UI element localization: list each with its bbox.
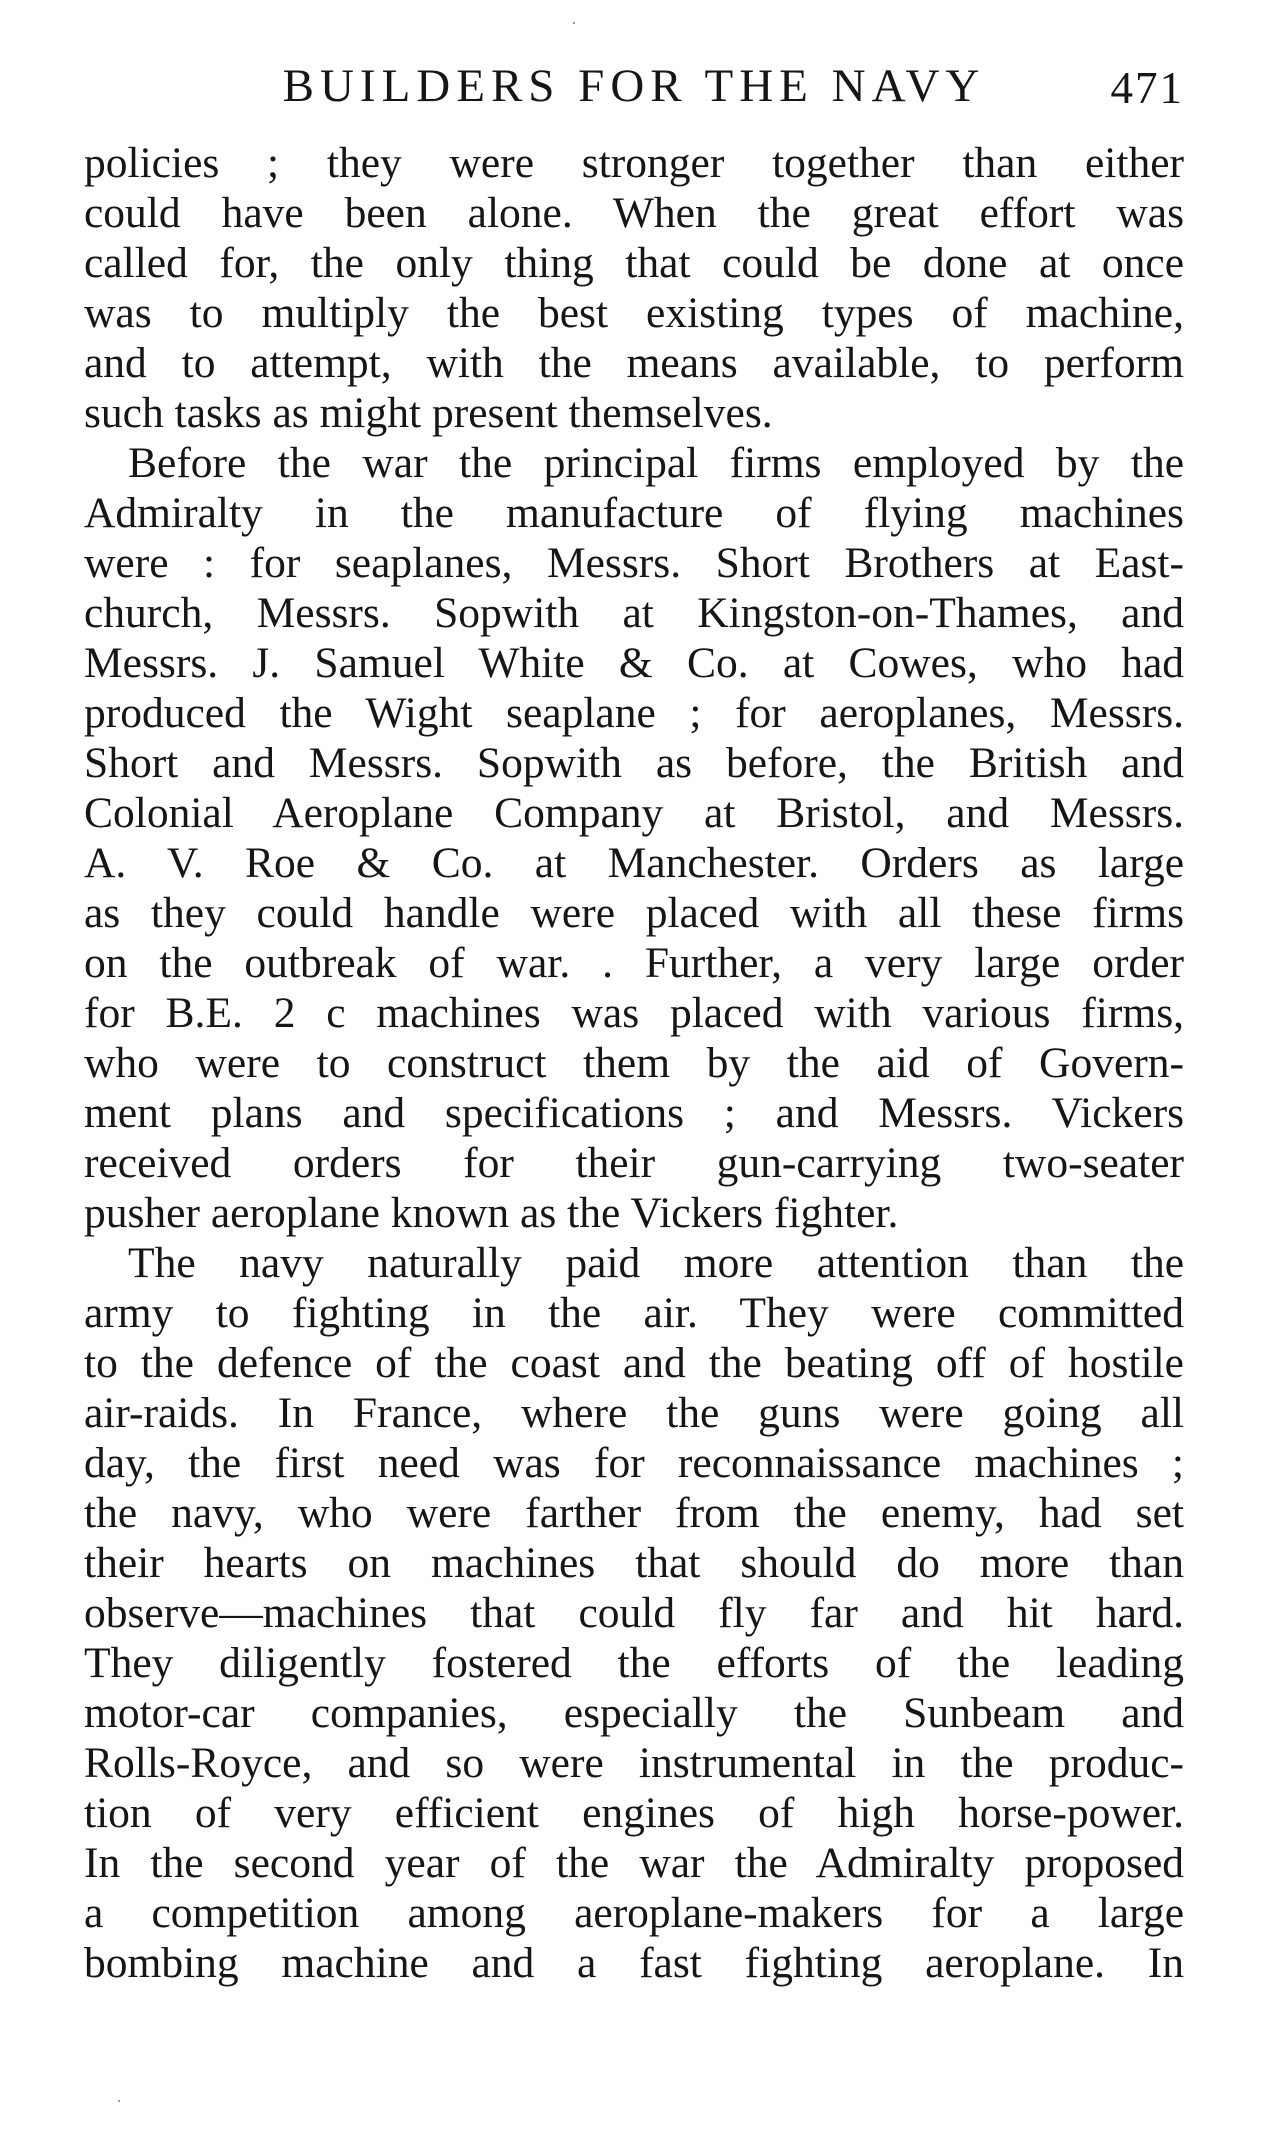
page-header [84,56,1184,116]
running-title: BUILDERS FOR THE NAVY [282,60,986,112]
paragraph-start-line: Before the war the principal firms employed by the [128,439,1184,487]
text-line: A. V. Roe & Co. at Manchester. Orders as large [84,839,1184,887]
page-number: 471 [1110,63,1184,113]
scan-speck [118,2100,120,2102]
text-line: Messrs. J. Samuel White & Co. at Cowes, who had [84,639,1184,687]
text-line: on the outbreak of war. . Further, a very large order [84,939,1184,987]
text-line: Rolls-Royce, and so were instrumental in the produc- [84,1739,1184,1787]
text-line: Admiralty in the manufacture of flying machines [84,489,1184,537]
text-line: church, Messrs. Sopwith at Kingston-on-Thames, and [84,589,1184,637]
text-line: their hearts on machines that should do more than [84,1539,1184,1587]
text-line: army to fighting in the air. They were committed [84,1289,1184,1337]
text-line: to the defence of the coast and the beating off of hostile [84,1339,1184,1387]
text-line: who were to construct them by the aid of Govern- [84,1039,1184,1087]
text-line: policies ; they were stronger together than either [84,139,1184,187]
text-line: produced the Wight seaplane ; for aeroplanes, Messrs. [84,689,1184,737]
text-line: bombing machine and a fast fighting aeroplane. In [84,1939,1184,1987]
text-line: were : for seaplanes, Messrs. Short Brothers at East- [84,539,1184,587]
paragraph-start-line: The navy naturally paid more attention than the [128,1239,1184,1287]
text-line: called for, the only thing that could be done at once [84,239,1184,287]
scan-speck [573,22,575,24]
text-line: In the second year of the war the Admiralty proposed [84,1839,1184,1887]
text-line: Colonial Aeroplane Company at Bristol, and Messrs. [84,789,1184,837]
text-line: ment plans and specifications ; and Messrs. Vickers [84,1089,1184,1137]
text-line: Short and Messrs. Sopwith as before, the British and [84,739,1184,787]
text-line: as they could handle were placed with all these firms [84,889,1184,937]
text-line: received orders for their gun-carrying two-seater [84,1139,1184,1187]
text-line: such tasks as might present themselves. [84,389,773,437]
text-line: was to multiply the best existing types of machine, [84,289,1184,337]
text-line: a competition among aeroplane-makers for a large [84,1889,1184,1937]
text-line: day, the first need was for reconnaissance machines ; [84,1439,1184,1487]
text-line: could have been alone. When the great effort was [84,189,1184,237]
text-line: motor-car companies, especially the Sunbeam and [84,1689,1184,1737]
text-line: the navy, who were farther from the enemy, had set [84,1489,1184,1537]
body-text [84,138,1184,1988]
text-line: air-raids. In France, where the guns were going all [84,1389,1184,1437]
text-line: tion of very efficient engines of high horse-power. [84,1789,1184,1837]
text-line: and to attempt, with the means available, to perform [84,339,1184,387]
text-line: pusher aeroplane known as the Vickers fighter. [84,1189,899,1237]
text-line: They diligently fostered the efforts of the leading [84,1639,1184,1687]
text-line: observe—machines that could fly far and hit hard. [84,1589,1184,1637]
text-line: for B.E. 2 c machines was placed with various firms, [84,989,1184,1037]
